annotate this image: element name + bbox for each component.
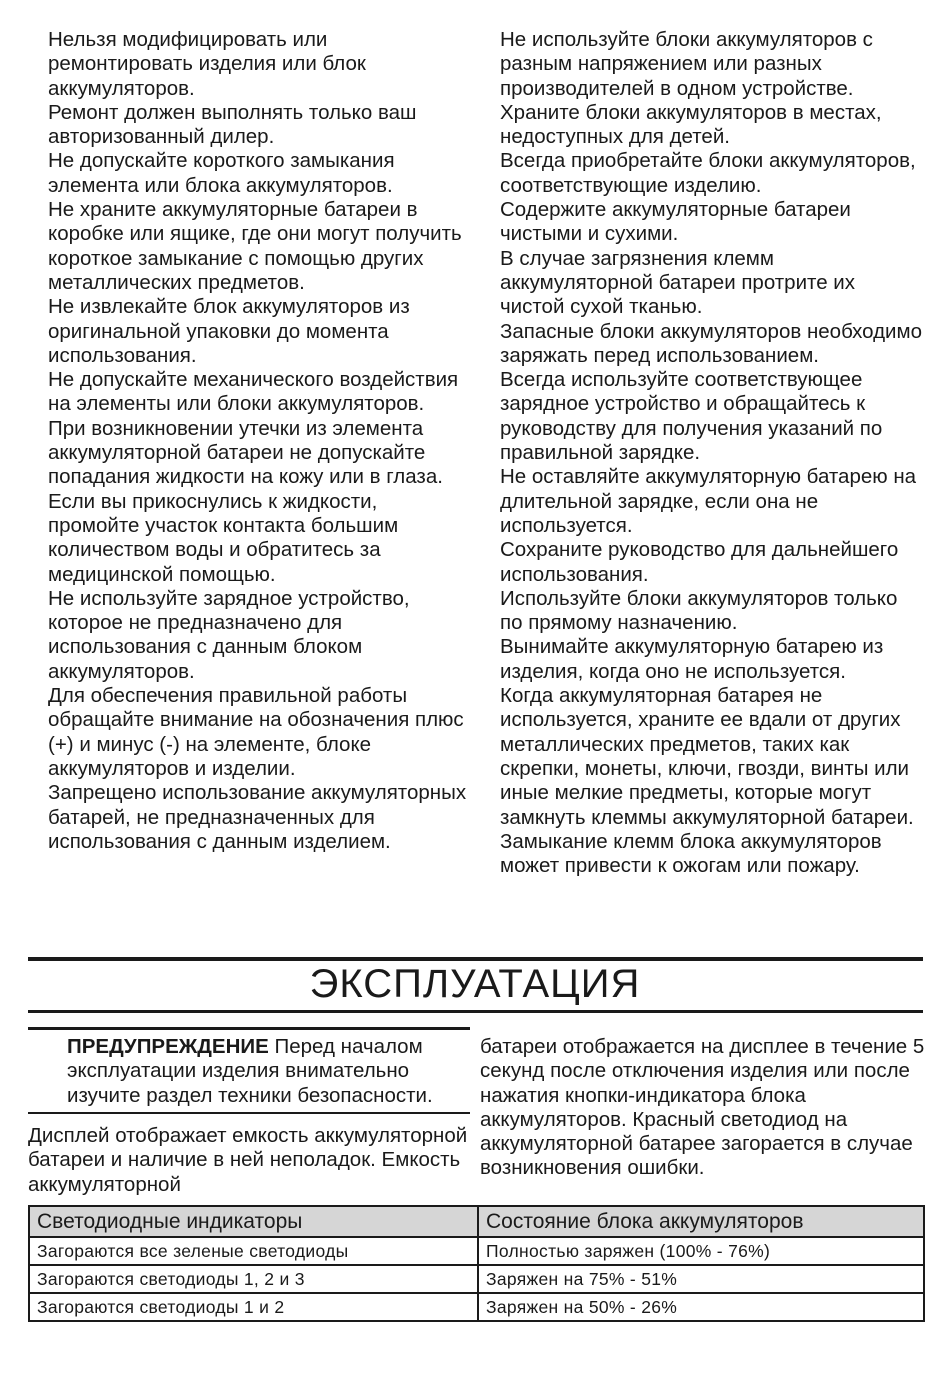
table-cell-status: Заряжен на 50% - 26% <box>478 1293 924 1321</box>
section-divider-bottom <box>28 1010 923 1013</box>
table-row <box>29 1293 924 1321</box>
safety-item: Нельзя модифицировать или ремонтировать изделия или блок аккумуляторов. <box>48 28 366 100</box>
safety-item: Не извлекайте блок аккумуляторов из оригинальной упаковки до момента использования. <box>48 295 410 367</box>
display-description-part1: Дисплей отображает емкость аккумуляторной батареи и наличие в ней неполадок. Емкость аккумуляторной <box>28 1124 468 1196</box>
table-row <box>29 1265 924 1293</box>
safety-item: Вынимайте аккумуляторную батарею из изделия, когда оно не используется. <box>500 635 884 683</box>
safety-item: В случае загрязнения клемм аккумуляторной батареи протрите их чистой сухой тканью. <box>500 246 855 319</box>
safety-item: Всегда используйте соответствующее зарядное устройство и обращайтесь к руководству для получения указаний по правильной зарядке. <box>500 368 883 465</box>
table-cell-indicator: Загораются все зеленые светодиоды <box>29 1237 478 1265</box>
safety-item: Не допускайте механического воздействия на элементы или блоки аккумуляторов. <box>48 368 459 416</box>
table-row <box>29 1237 924 1265</box>
display-description-part2: батареи отображается на дисплее в течение 5 секунд после отключения изделия или после нажатия кнопки-индикатора блока аккумуляторов. Красный светодиод на аккумуляторной батарее загорается в случае возникновения ошибки. <box>480 1035 925 1180</box>
safety-item: При возникновении утечки из элемента аккумуляторной батареи не допускайте попадания жидкости на кожу или в глаза. Если вы прикоснулись к жидкости, промойте участок контакта большим количеством воды и обратитесь за медицинской помощью. <box>48 416 443 586</box>
safety-column-right <box>500 28 925 878</box>
safety-column-left <box>48 28 473 854</box>
warning-label: ПРЕДУПРЕЖДЕНИЕ <box>67 1035 269 1058</box>
safety-item: Сохраните руководство для дальнейшего использования. <box>500 538 899 586</box>
warning-divider-top <box>28 1027 470 1030</box>
safety-item: Используйте блоки аккумуляторов только по прямому назначению. <box>500 586 898 635</box>
safety-item: Не оставляйте аккумуляторную батарею на длительной зарядке, если она не используется. <box>500 465 917 537</box>
section-title: ЭКСПЛУАТАЦИЯ <box>309 962 641 1006</box>
safety-item: Когда аккумуляторная батарея не используется, храните ее вдали от других металлических предметов, таких как скрепки, монеты, ключи, гвозди, винты или иные мелкие предметы, которые могут замкнуть клеммы аккумуляторной батареи. Замыкание клемм блока аккумуляторов может привести к ожогам или пожару. <box>500 684 914 878</box>
safety-item: Не используйте зарядное устройство, которое не предназначено для использования с данным блоком аккумуляторов. <box>48 586 410 683</box>
table-header-row <box>29 1206 924 1237</box>
safety-item: Запрещено использование аккумуляторных батарей, не предназначенных для использования с данным изделием. <box>48 781 467 853</box>
table-cell-indicator: Загораются светодиоды 1, 2 и 3 <box>29 1265 478 1293</box>
safety-item: Не храните аккумуляторные батареи в коробке или ящике, где они могут получить короткое замыкание с помощью других металлических предметов. <box>48 198 462 294</box>
safety-item: Содержите аккумуляторные батареи чистыми и сухими. <box>500 198 851 246</box>
table-header-indicators: Светодиодные индикаторы <box>29 1206 478 1237</box>
table-cell-indicator: Загораются светодиоды 1 и 2 <box>29 1293 478 1321</box>
table-cell-status: Заряжен на 75% - 51% <box>478 1265 924 1293</box>
safety-item: Не допускайте короткого замыкания элемента или блока аккумуляторов. <box>48 149 395 197</box>
safety-item: Не используйте блоки аккумуляторов с разным напряжением или разных производителей в одном устройстве. <box>500 28 873 100</box>
safety-item: Запасные блоки аккумуляторов необходимо заряжать перед использованием. <box>500 319 923 367</box>
warning-text: Перед началом эксплуатации изделия внимательно изучите раздел техники безопасности. <box>67 1035 433 1107</box>
safety-item: Для обеспечения правильной работы обращайте внимание на обозначения плюс (+) и минус (-) на элементе, блоке аккумуляторов и изделии. <box>48 684 464 780</box>
warning-notice <box>67 1035 467 1108</box>
table-header-status: Состояние блока аккумуляторов <box>478 1206 924 1237</box>
safety-item: Ремонт должен выполнять только ваш авторизованный дилер. <box>48 100 417 149</box>
warning-divider-bottom <box>28 1112 470 1114</box>
table-cell-status: Полностью заряжен (100% - 76%) <box>478 1237 924 1265</box>
led-indicator-table <box>28 1205 925 1322</box>
safety-item: Всегда приобретайте блоки аккумуляторов, соответствующие изделию. <box>500 149 916 197</box>
safety-item: Храните блоки аккумуляторов в местах, недоступных для детей. <box>500 100 882 149</box>
